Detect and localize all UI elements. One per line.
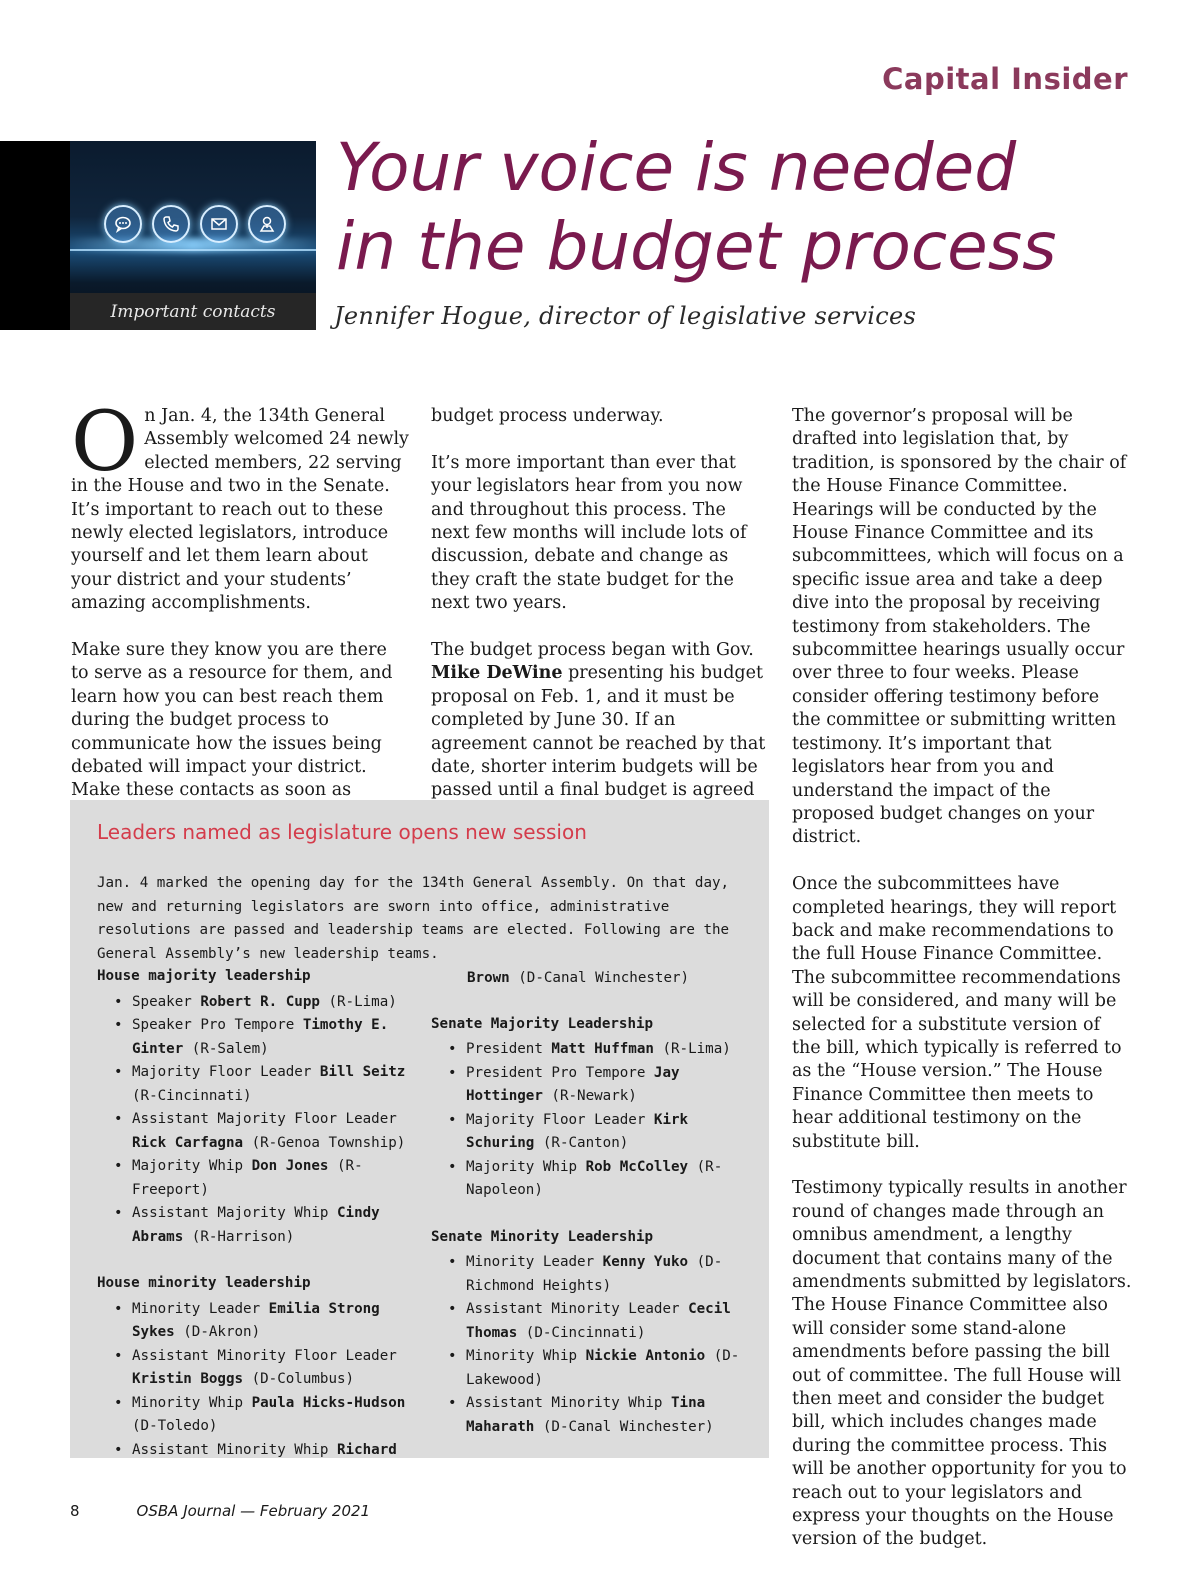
leader-name: Bill Seitz xyxy=(319,1064,406,1080)
article-paragraph: budget process underway. xyxy=(431,406,664,426)
role: Speaker Pro Tempore xyxy=(132,1017,303,1033)
district: (D-Canal Winchester) xyxy=(509,970,690,986)
hero-glow-line xyxy=(70,249,316,251)
envelope-icon xyxy=(200,205,238,243)
role: Minority Leader xyxy=(466,1254,603,1270)
district: (R-Lima) xyxy=(653,1041,731,1057)
district: (R-Lima) xyxy=(319,993,397,1010)
leader-name: Jay Hottinger xyxy=(466,1064,680,1104)
headline-line-1: Your voice is needed xyxy=(336,129,1017,206)
leader-name: Richard xyxy=(337,1441,397,1458)
publication-info: OSBA Journal — February 2021 xyxy=(136,1502,371,1520)
district: (R-Cincinnati) xyxy=(132,1087,252,1104)
senate-minority-heading: Senate Minority Leadership xyxy=(431,1228,654,1245)
person-pin-icon xyxy=(248,205,286,243)
section-label: Capital Insider xyxy=(882,62,1128,96)
district: (R-Freeport) xyxy=(132,1158,363,1198)
list-item xyxy=(97,1202,417,1249)
senate-majority-list xyxy=(431,1038,751,1203)
leader-name: Timothy E. Ginter xyxy=(132,1017,389,1057)
district: (R-Canton) xyxy=(534,1135,629,1151)
house-minority-heading: House minority leadership xyxy=(97,1275,311,1291)
article-paragraph: Testimony typically results in another round of changes made through an omnibus amendment, a lengthy document that contains many of the amendments submitted by legislators. The House Finance Committee also will consider some stand-alone amendments before passing the bill out of committee. The full House will then meet and consider the budget bill, which includes changes made during the committee process. This will be another opportunity for you to reach out to your legislators and express your thoughts on the House version of the budget. xyxy=(792,1178,1132,1550)
headline xyxy=(336,128,1156,286)
list-item xyxy=(431,1062,751,1109)
article-paragraph xyxy=(71,395,409,616)
district: (D-Akron) xyxy=(174,1324,261,1340)
leader-name: Matt Huffman xyxy=(551,1041,654,1057)
role: Assistant Majority Whip xyxy=(132,1205,337,1221)
district: (D-Lakewood) xyxy=(466,1348,740,1388)
paragraph-text: presenting his budget proposal on Feb. 1, and it must be completed by June 30. If an agreement cannot be reached by that date, shorter interim budgets will be passed until a final budget is agreed xyxy=(431,663,766,801)
page-number: 8 xyxy=(70,1502,80,1520)
list-item xyxy=(431,1109,751,1156)
leader-name: Nickie Antonio xyxy=(585,1348,706,1364)
sidebar-intro: Jan. 4 marked the opening day for the 134th General Assembly. On that day, new and returning legislators are sworn into office, administrative resolutions are passed and leadership teams are elected. Following are the General Assembly’s new leadership teams. xyxy=(97,875,730,962)
list-item xyxy=(97,1061,417,1108)
district: (D-Richmond Heights) xyxy=(466,1254,723,1294)
list-item xyxy=(97,1298,417,1345)
role: President xyxy=(466,1041,552,1057)
list-item xyxy=(431,1156,751,1203)
role: President Pro Tempore xyxy=(466,1064,654,1081)
district: (D-Canal Winchester) xyxy=(534,1418,714,1435)
decorative-black-bar xyxy=(0,141,70,330)
district: (R-Genoa Township) xyxy=(243,1134,406,1151)
role: Majority Floor Leader xyxy=(466,1111,654,1128)
list-item-continued xyxy=(431,967,751,991)
sidebar-column-2 xyxy=(431,967,751,1462)
chat-bubble-icon xyxy=(104,205,142,243)
leader-name: Rob McColley xyxy=(585,1158,689,1175)
list-item xyxy=(97,1345,417,1392)
article-column-2 xyxy=(431,405,769,850)
list-item xyxy=(431,1251,751,1298)
leader-name: Don Jones xyxy=(251,1158,329,1174)
headline-line-2: in the budget process xyxy=(336,208,1057,285)
list-item xyxy=(97,1392,417,1439)
list-item xyxy=(431,1298,751,1345)
district: (R-Harrison) xyxy=(183,1228,295,1245)
leader-name: Emilia Strong Sykes xyxy=(132,1300,380,1340)
list-item xyxy=(431,1345,751,1392)
role: Assistant Minority Leader xyxy=(466,1301,689,1317)
role: Speaker xyxy=(132,993,201,1010)
leader-name: Brown xyxy=(467,970,510,986)
role: Minority Whip xyxy=(132,1394,252,1411)
role: Assistant Minority Whip xyxy=(132,1441,337,1458)
byline: Jennifer Hogue, director of legislative services xyxy=(334,302,917,330)
list-item xyxy=(431,1038,751,1062)
page-footer xyxy=(70,1502,370,1520)
house-minority-list xyxy=(97,1298,417,1463)
role: Majority Floor Leader xyxy=(132,1064,320,1080)
senate-minority-list xyxy=(431,1251,751,1439)
role: Majority Whip xyxy=(466,1158,586,1175)
role: Assistant Minority Floor Leader xyxy=(132,1347,397,1364)
leader-name: Cecil Thomas xyxy=(466,1301,731,1341)
leader-name: Cindy Abrams xyxy=(132,1205,380,1245)
district: (R-Napoleon) xyxy=(466,1158,723,1198)
role: Minority Whip xyxy=(466,1348,586,1364)
leadership-sidebar xyxy=(70,800,769,1458)
hero-caption-bar xyxy=(70,293,316,330)
list-item xyxy=(97,1108,417,1155)
district: (D-Toledo) xyxy=(132,1418,218,1434)
paragraph-text: n Jan. 4, the 134th General Assembly welcomed 24 newly elected members, 22 serving in the House and two in the Senate. It’s important to reach out to these newly elected legislators, introduce yourself and let them learn about your district and your students’ amazing accomplishments. xyxy=(71,406,409,614)
article-paragraph: Make sure they know you are there to serve as a resource for them, and learn how you can best reach them during the budget process to communicate how the issues being debated will impact your district. Make these contacts as soon as xyxy=(71,640,393,801)
role: Minority Leader xyxy=(132,1300,269,1317)
governor-name: Mike DeWine xyxy=(431,663,563,684)
list-item xyxy=(97,1155,417,1202)
hero-caption: Important contacts xyxy=(110,301,276,322)
house-majority-heading: House majority leadership xyxy=(97,968,311,984)
leader-name: Kenny Yuko xyxy=(602,1254,689,1270)
district: (R-Salem) xyxy=(183,1040,269,1057)
leader-name: Kirk Schuring xyxy=(466,1111,689,1151)
article-paragraph: The governor’s proposal will be drafted into legislation that, by tradition, is sponsored by the chair of the House Finance Committee. Hearings will be conducted by the House Finance Committee and its subcommittees, which will focus on a specific issue area and take a deep dive into the proposal by receiving testimony from stakeholders. The subcommittee hearings usually occur over three to four weeks. Please consider offering testimony before the committee or submitting written testimony. It’s important that legislators hear from you and understand the impact of the proposed budget changes on your district. xyxy=(792,406,1127,848)
article-paragraph: Once the subcommittees have completed hearings, they will report back and make recommendations to the full House Finance Committee. The subcommittee recommendations will be considered, and many will be selected for a substitute version of the bill, which typically is referred to as the “House version.” The House Finance Committee then meets to hear additional testimony on the substitute bill. xyxy=(792,874,1122,1152)
leader-name: Paula Hicks-Hudson xyxy=(251,1394,406,1411)
list-item xyxy=(97,1439,417,1463)
sidebar-column-1 xyxy=(97,965,417,1485)
district: (D-Columbus) xyxy=(243,1371,355,1387)
article-column-3 xyxy=(792,405,1132,1575)
list-item xyxy=(431,1392,751,1439)
district: (D-Cincinnati) xyxy=(517,1324,646,1341)
sidebar-title: Leaders named as legislature opens new session xyxy=(97,820,587,844)
hero-image xyxy=(70,141,316,330)
article-paragraph xyxy=(431,639,769,826)
list-item xyxy=(97,1014,417,1061)
role: Majority Whip xyxy=(132,1158,252,1174)
leader-name: Tina Maharath xyxy=(466,1395,706,1435)
house-majority-list xyxy=(97,991,417,1250)
role: Assistant Minority Whip xyxy=(466,1395,671,1411)
district: (R-Newark) xyxy=(542,1088,637,1104)
hero-icon-row xyxy=(104,205,286,243)
role: Assistant Majority Floor Leader xyxy=(132,1111,397,1127)
leader-name: Robert R. Cupp xyxy=(200,993,320,1010)
article-paragraph: It’s more important than ever that your legislators hear from you now and throughout this process. The next few months will include lots of discussion, debate and change as they craft the state budget for the next two years. xyxy=(431,452,747,614)
article-column-1 xyxy=(71,395,409,850)
drop-cap: O xyxy=(71,395,139,490)
paragraph-text: The budget process began with Gov. xyxy=(431,640,754,661)
list-item xyxy=(97,991,417,1015)
senate-majority-heading: Senate Majority Leadership xyxy=(431,1015,654,1032)
leader-name: Kristin Boggs xyxy=(132,1371,244,1387)
leader-name: Rick Carfagna xyxy=(132,1134,244,1151)
phone-icon xyxy=(152,205,190,243)
